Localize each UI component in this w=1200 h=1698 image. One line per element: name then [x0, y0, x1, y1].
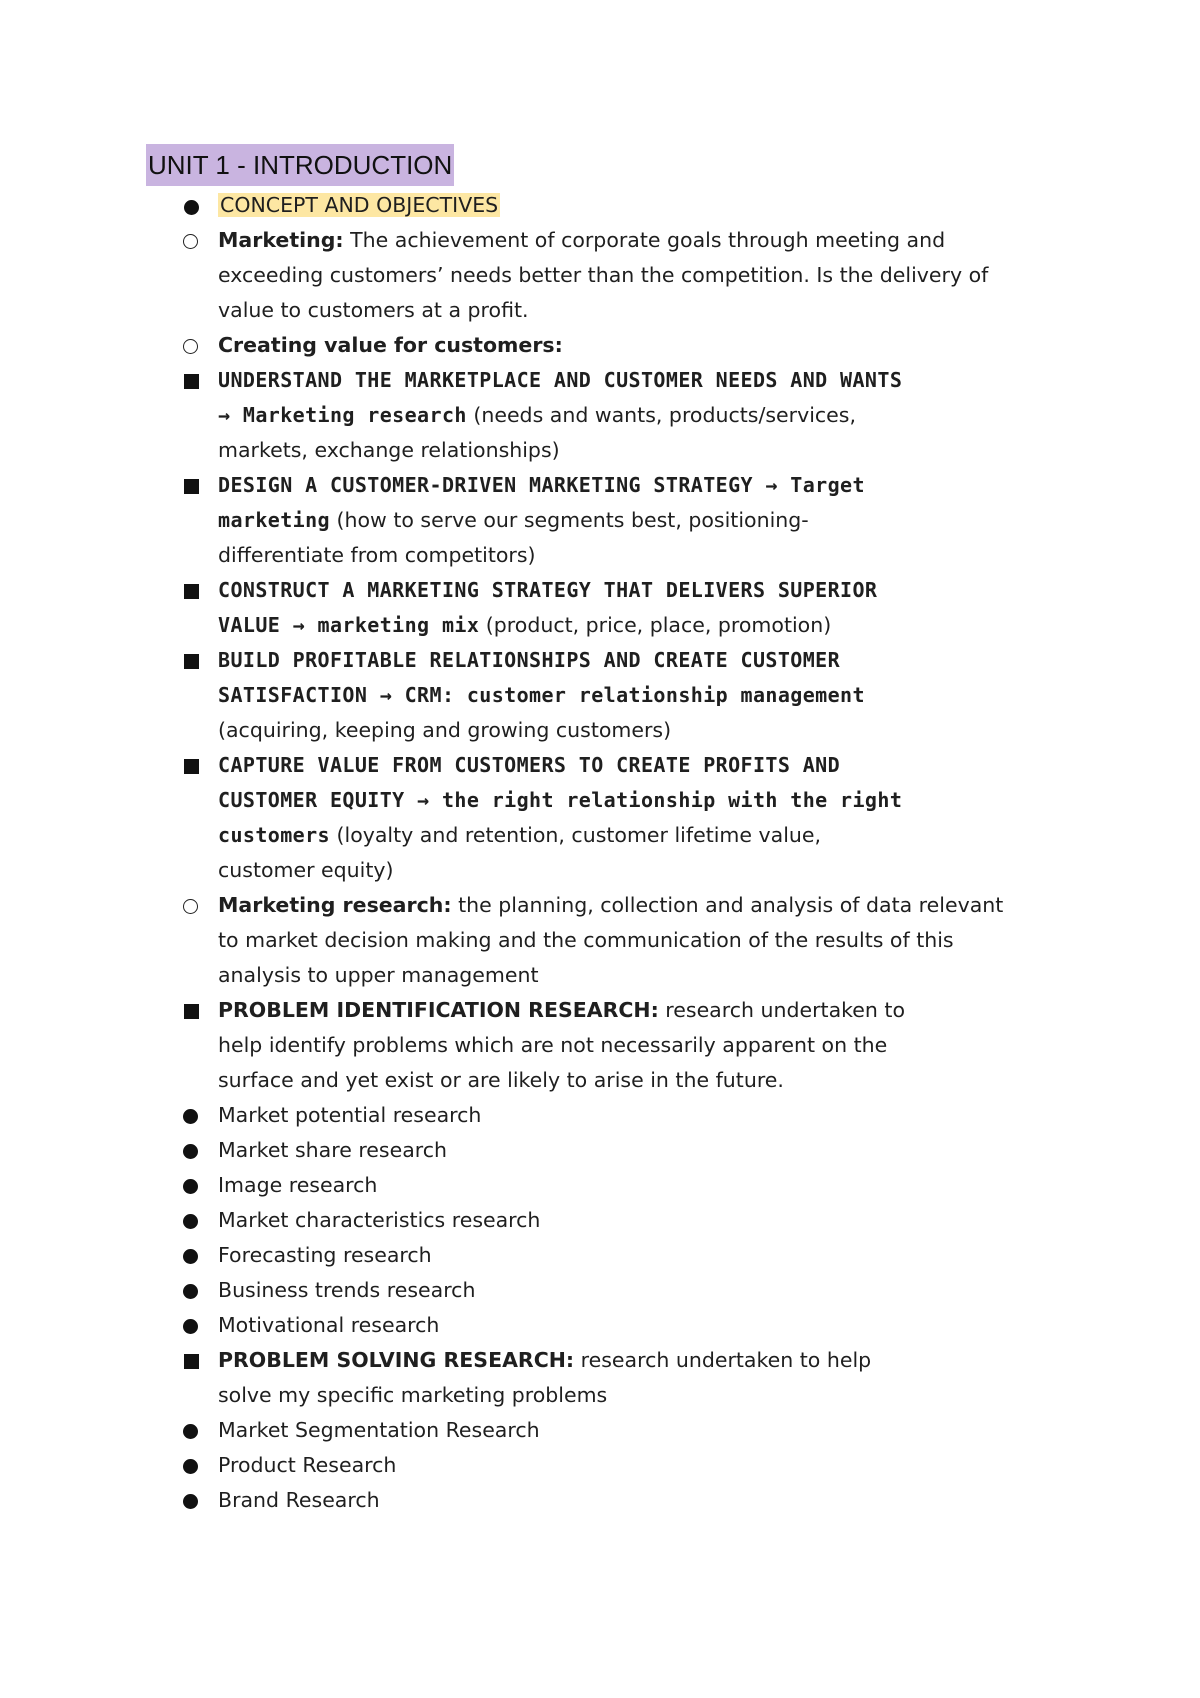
- filled-bullet-icon: [183, 1494, 198, 1509]
- filled-bullet-icon: [183, 1459, 198, 1474]
- list-item-step: [218, 748, 923, 888]
- list-item: [218, 1483, 838, 1518]
- list-item: [218, 1448, 838, 1483]
- list-item-label: Business trends research: [218, 1278, 476, 1302]
- definition: the planning, collection and analysis of data relevant to market decision making and the communication of the results of this analysis to upper management: [218, 893, 1004, 987]
- list-item-problem-identification: [218, 993, 923, 1343]
- list-item-step: [218, 573, 923, 643]
- list-item-label: Product Research: [218, 1453, 397, 1477]
- list-item-label: Brand Research: [218, 1488, 380, 1512]
- list-item: [218, 1098, 838, 1133]
- outline-level-3: [218, 363, 1008, 888]
- list-item-problem-solving: [218, 1343, 923, 1518]
- filled-bullet-icon: [183, 1424, 198, 1439]
- square-bullet-icon: [184, 759, 199, 774]
- list-item: [218, 1133, 838, 1168]
- filled-bullet-icon: [183, 1319, 198, 1334]
- outline-level-4: [218, 1098, 923, 1343]
- section-concept-objectives: [218, 188, 1118, 1518]
- step-title: BUILD PROFITABLE RELATIONSHIPS AND CREATE CUSTOMER SATISFACTION → CRM: customer relationship management: [218, 648, 865, 707]
- list-item-label: Motivational research: [218, 1313, 440, 1337]
- step-detail: (how to serve our segments best, positioning- differentiate from competitors): [218, 508, 809, 567]
- definition: research undertaken to help solve my specific marketing problems: [218, 1348, 872, 1407]
- step-detail: (loyalty and retention, customer lifetime value, customer equity): [218, 823, 822, 882]
- list-item-creating-value: [218, 328, 1008, 888]
- filled-bullet-icon: [183, 1179, 198, 1194]
- term: Creating value for customers:: [218, 333, 563, 357]
- term: Marketing:: [218, 228, 344, 252]
- term: PROBLEM SOLVING RESEARCH:: [218, 1348, 575, 1372]
- square-bullet-icon: [184, 374, 199, 389]
- filled-bullet-icon: [183, 1249, 198, 1264]
- list-item-label: Market characteristics research: [218, 1208, 541, 1232]
- outline-level-1: [218, 188, 1118, 1518]
- step-detail: (product, price, place, promotion): [479, 613, 832, 637]
- list-item-label: Market share research: [218, 1138, 448, 1162]
- list-item: [218, 1238, 838, 1273]
- square-bullet-icon: [184, 1354, 199, 1369]
- filled-bullet-icon: [183, 1144, 198, 1159]
- list-item-label: Market Segmentation Research: [218, 1418, 540, 1442]
- section-heading: CONCEPT AND OBJECTIVES: [220, 193, 499, 217]
- hollow-bullet-icon: [183, 339, 198, 354]
- step-detail: (needs and wants, products/services, markets, exchange relationships): [218, 403, 856, 462]
- step-title: CONSTRUCT A MARKETING STRATEGY THAT DELIVERS SUPERIOR VALUE → marketing mix: [218, 578, 878, 637]
- outline-level-3: [218, 993, 1008, 1518]
- term: PROBLEM IDENTIFICATION RESEARCH:: [218, 998, 659, 1022]
- definition: research undertaken to help identify problems which are not necessarily apparent on the surface and yet exist or are likely to arise in the future.: [218, 998, 905, 1092]
- square-bullet-icon: [184, 654, 199, 669]
- filled-bullet-icon: [184, 200, 199, 215]
- list-item: [218, 1308, 838, 1343]
- list-item-marketing-research: [218, 888, 1008, 1518]
- list-item-label: Market potential research: [218, 1103, 482, 1127]
- list-item-step: [218, 468, 923, 573]
- step-detail: (acquiring, keeping and growing customers): [218, 718, 672, 742]
- hollow-bullet-icon: [183, 899, 198, 914]
- list-item-step: [218, 643, 923, 748]
- filled-bullet-icon: [183, 1214, 198, 1229]
- term: Marketing research:: [218, 893, 452, 917]
- step-title: UNDERSTAND THE MARKETPLACE AND CUSTOMER NEEDS AND WANTS → Marketing research: [218, 368, 903, 427]
- square-bullet-icon: [184, 1004, 199, 1019]
- list-item-label: Image research: [218, 1173, 378, 1197]
- unit-title: UNIT 1 - INTRODUCTION: [146, 144, 454, 186]
- hollow-bullet-icon: [183, 234, 198, 249]
- step-title: DESIGN A CUSTOMER-DRIVEN MARKETING STRATEGY → Target marketing: [218, 473, 865, 532]
- filled-bullet-icon: [183, 1109, 198, 1124]
- list-item-step: [218, 363, 923, 468]
- definition: The achievement of corporate goals through meeting and exceeding customers’ needs better than the competition. Is the delivery of value to customers at a profit.: [218, 228, 989, 322]
- list-item-marketing: [218, 223, 1008, 328]
- filled-bullet-icon: [183, 1284, 198, 1299]
- list-item-label: Forecasting research: [218, 1243, 432, 1267]
- step-title: CAPTURE VALUE FROM CUSTOMERS TO CREATE PROFITS AND CUSTOMER EQUITY → the right relationship with the right customers: [218, 753, 903, 847]
- outline-level-2: [218, 223, 1118, 1518]
- square-bullet-icon: [184, 584, 199, 599]
- list-item: [218, 1273, 838, 1308]
- list-item: [218, 1413, 838, 1448]
- square-bullet-icon: [184, 479, 199, 494]
- list-item: [218, 1203, 838, 1238]
- outline-level-4: [218, 1413, 923, 1518]
- list-item: [218, 1168, 838, 1203]
